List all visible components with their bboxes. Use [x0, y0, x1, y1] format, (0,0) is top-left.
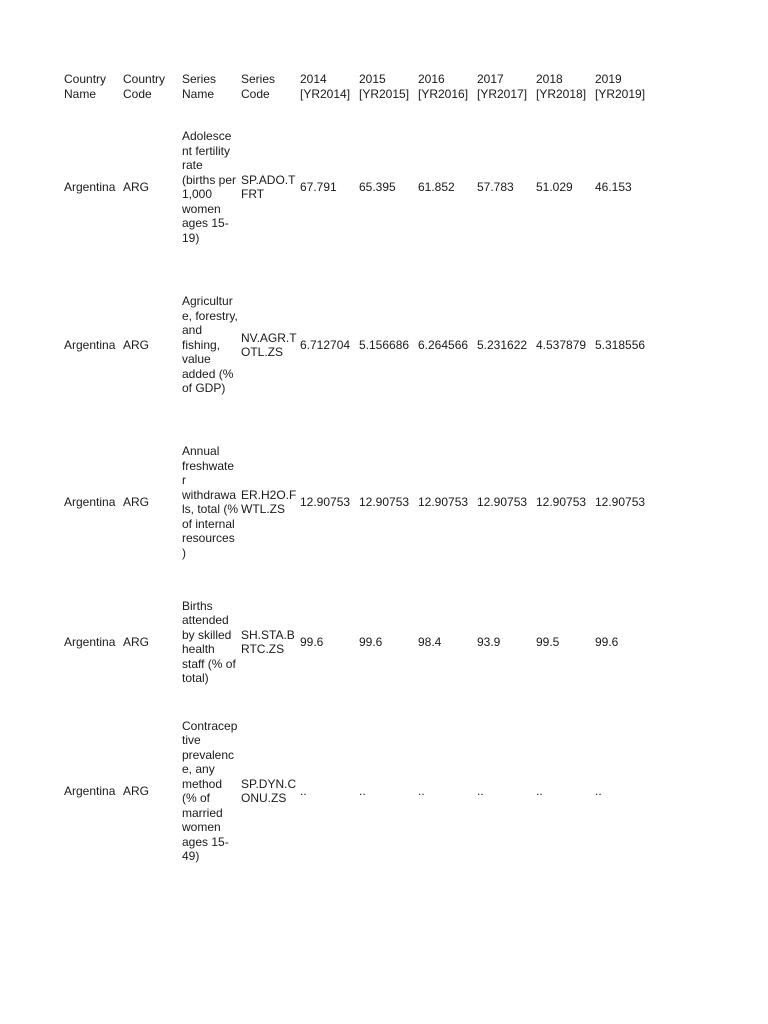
- cell-country-code: ARG: [123, 494, 150, 509]
- cell-series-code: SH.STA.BRTC.ZS: [241, 627, 295, 656]
- cell-value-2015: 65.395: [359, 179, 396, 194]
- header-row: [61, 71, 651, 106]
- cell-value-2017: ..: [477, 783, 484, 798]
- cell-value-2017: 12.90753: [477, 494, 528, 509]
- cell-country-code: ARG: [123, 783, 150, 798]
- cell-value-2017: 5.231622: [477, 337, 528, 352]
- cell-series-name: Annual freshwater withdrawals, total (% of internal resources): [182, 444, 239, 560]
- table-row: [61, 582, 651, 702]
- cell-value-2016: 61.852: [418, 179, 455, 194]
- cell-value-2016: 6.264566: [418, 337, 469, 352]
- header-year-2015: 2015 [YR2015]: [359, 72, 410, 101]
- cell-country-name: Argentina: [64, 634, 116, 649]
- table-row: [61, 702, 651, 880]
- header-year-2017: 2017 [YR2017]: [477, 72, 528, 101]
- header-country-code: Country Code: [123, 72, 166, 101]
- cell-value-2016: 98.4: [418, 634, 442, 649]
- data-table: [61, 71, 651, 880]
- cell-country-code: ARG: [123, 179, 150, 194]
- cell-value-2019: ..: [595, 783, 602, 798]
- cell-value-2015: ..: [359, 783, 366, 798]
- cell-value-2018: 99.5: [536, 634, 560, 649]
- cell-series-code: SP.ADO.TFRT: [241, 172, 296, 201]
- cell-value-2017: 93.9: [477, 634, 501, 649]
- cell-country-name: Argentina: [64, 494, 116, 509]
- cell-country-name: Argentina: [64, 783, 116, 798]
- cell-value-2019: 5.318556: [595, 337, 646, 352]
- cell-value-2018: 51.029: [536, 179, 573, 194]
- cell-series-name: Births attended by skilled health staff (% of total): [182, 598, 236, 685]
- cell-country-code: ARG: [123, 337, 150, 352]
- cell-value-2018: ..: [536, 783, 543, 798]
- cell-value-2018: 4.537879: [536, 337, 587, 352]
- cell-country-name: Argentina: [64, 337, 116, 352]
- cell-country-name: Argentina: [64, 179, 116, 194]
- cell-series-code: ER.H2O.FWTL.ZS: [241, 487, 297, 516]
- header-year-2018: 2018 [YR2018]: [536, 72, 587, 101]
- cell-value-2014: 99.6: [300, 634, 324, 649]
- cell-value-2014: ..: [300, 783, 307, 798]
- cell-country-code: ARG: [123, 634, 150, 649]
- table-row: [61, 422, 651, 582]
- cell-value-2016: 12.90753: [418, 494, 469, 509]
- cell-value-2015: 99.6: [359, 634, 383, 649]
- header-year-2014: 2014 [YR2014]: [300, 72, 351, 101]
- cell-value-2019: 12.90753: [595, 494, 646, 509]
- header-year-2019: 2019 [YR2019]: [595, 72, 646, 101]
- cell-value-2014: 67.791: [300, 179, 337, 194]
- cell-value-2015: 12.90753: [359, 494, 410, 509]
- header-series-name: Series Name: [182, 72, 217, 101]
- cell-value-2014: 6.712704: [300, 337, 351, 352]
- cell-value-2016: ..: [418, 783, 425, 798]
- header-year-2016: 2016 [YR2016]: [418, 72, 469, 101]
- table-body: [61, 106, 651, 880]
- cell-series-code: NV.AGR.TOTL.ZS: [241, 330, 297, 359]
- cell-value-2019: 99.6: [595, 634, 619, 649]
- cell-series-code: SP.DYN.CONU.ZS: [241, 776, 297, 805]
- cell-series-name: Contraceptive prevalence, any method (% of married women ages 15-49): [182, 718, 238, 863]
- table-row: [61, 268, 651, 422]
- header-country-name: Country Name: [64, 72, 107, 101]
- header-series-code: Series Code: [241, 72, 276, 101]
- cell-series-name: Adolescent fertility rate (births per 1,000 women ages 15-19): [182, 129, 237, 245]
- cell-value-2014: 12.90753: [300, 494, 351, 509]
- table-row: [61, 106, 651, 268]
- cell-series-name: Agriculture, forestry, and fishing, value added (% of GDP): [182, 294, 238, 396]
- cell-value-2018: 12.90753: [536, 494, 587, 509]
- table-header: [61, 71, 651, 106]
- cell-value-2015: 5.156686: [359, 337, 410, 352]
- cell-value-2019: 46.153: [595, 179, 632, 194]
- cell-value-2017: 57.783: [477, 179, 514, 194]
